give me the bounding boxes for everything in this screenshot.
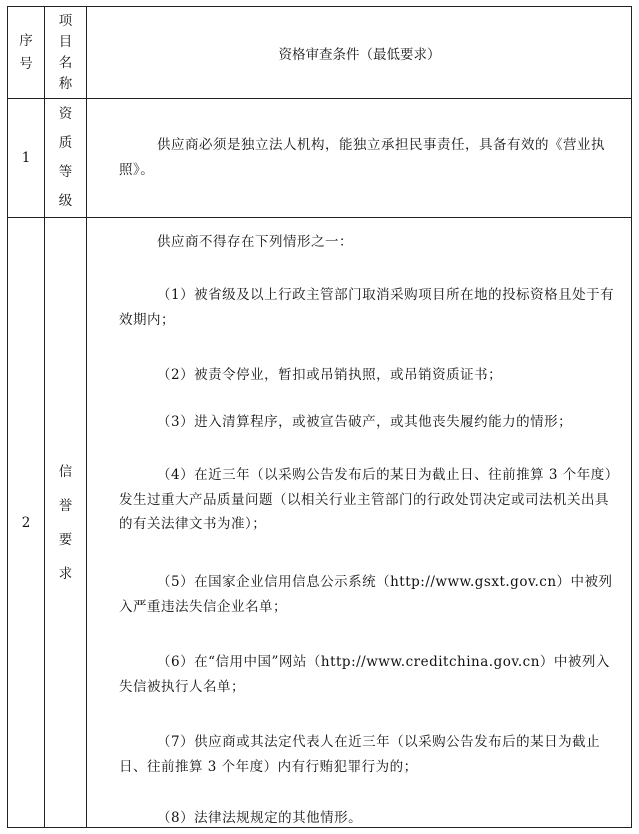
row1-name — [45, 99, 86, 217]
row2-name-label: 信誉要求 — [58, 464, 73, 582]
row2-paragraph-3: （3）进入清算程序，或被宣告破产，或其他丧失履约能力的情形； — [157, 414, 573, 430]
row2-paragraph-5: （5）在国家企业信用信息公示系统（http://www.gsxt.gov.cn）中被列入严重违法失信企业名单； — [119, 574, 613, 615]
row2-paragraph-2: （2）被责令停业，暂扣或吊销执照，或吊销资质证书； — [157, 367, 503, 383]
header-conditions — [87, 7, 632, 98]
row2-paragraph-intro: 供应商不得存在下列情形之一： — [157, 234, 353, 250]
row2-paragraph-6: （6）在“信用中国”网站（http://www.creditchina.gov.cn）中被列入失信被执行人名单； — [119, 654, 610, 695]
row1-paragraph: 供应商必须是独立法人机构，能独立承担民事责任，具备有效的《营业执照》。 — [119, 137, 605, 178]
row1-no — [8, 99, 44, 217]
header-name-label: 项目名称 — [58, 12, 73, 92]
header-no — [8, 7, 44, 98]
row2-paragraph-7: （7）供应商或其法定代表人在近三年（以采购公告发布后的某日为截止日、往前推算 3 个年度）内有行贿犯罪行为的； — [119, 734, 601, 775]
row1-name-label: 资质等级 — [58, 106, 73, 209]
header-conditions-label: 资格审查条件（最低要求） — [278, 46, 441, 63]
header-name — [45, 7, 86, 98]
row1-no-label: 1 — [21, 150, 31, 166]
row2-no-label: 2 — [21, 515, 31, 531]
row2-paragraph-8: （8）法律法规规定的其他情形。 — [157, 810, 363, 826]
header-no-label: 序号 — [19, 32, 33, 72]
qualification-table — [7, 6, 632, 828]
row2-conditions — [87, 218, 632, 828]
row2-paragraph-1: （1）被省级及以上行政主管部门取消采购项目所在地的投标资格且处于有效期内； — [119, 287, 615, 328]
row2-name — [45, 218, 86, 828]
row1-conditions — [87, 99, 632, 217]
row2-paragraph-4: （4）在近三年（以采购公告发布后的某日为截止日、往前推算 3 个年度）发生过重大产品质量问题（以相关行业主管部门的行政处罚决定或司法机关出具的有关法律文书为准）； — [119, 467, 619, 532]
row2-no — [8, 218, 44, 828]
